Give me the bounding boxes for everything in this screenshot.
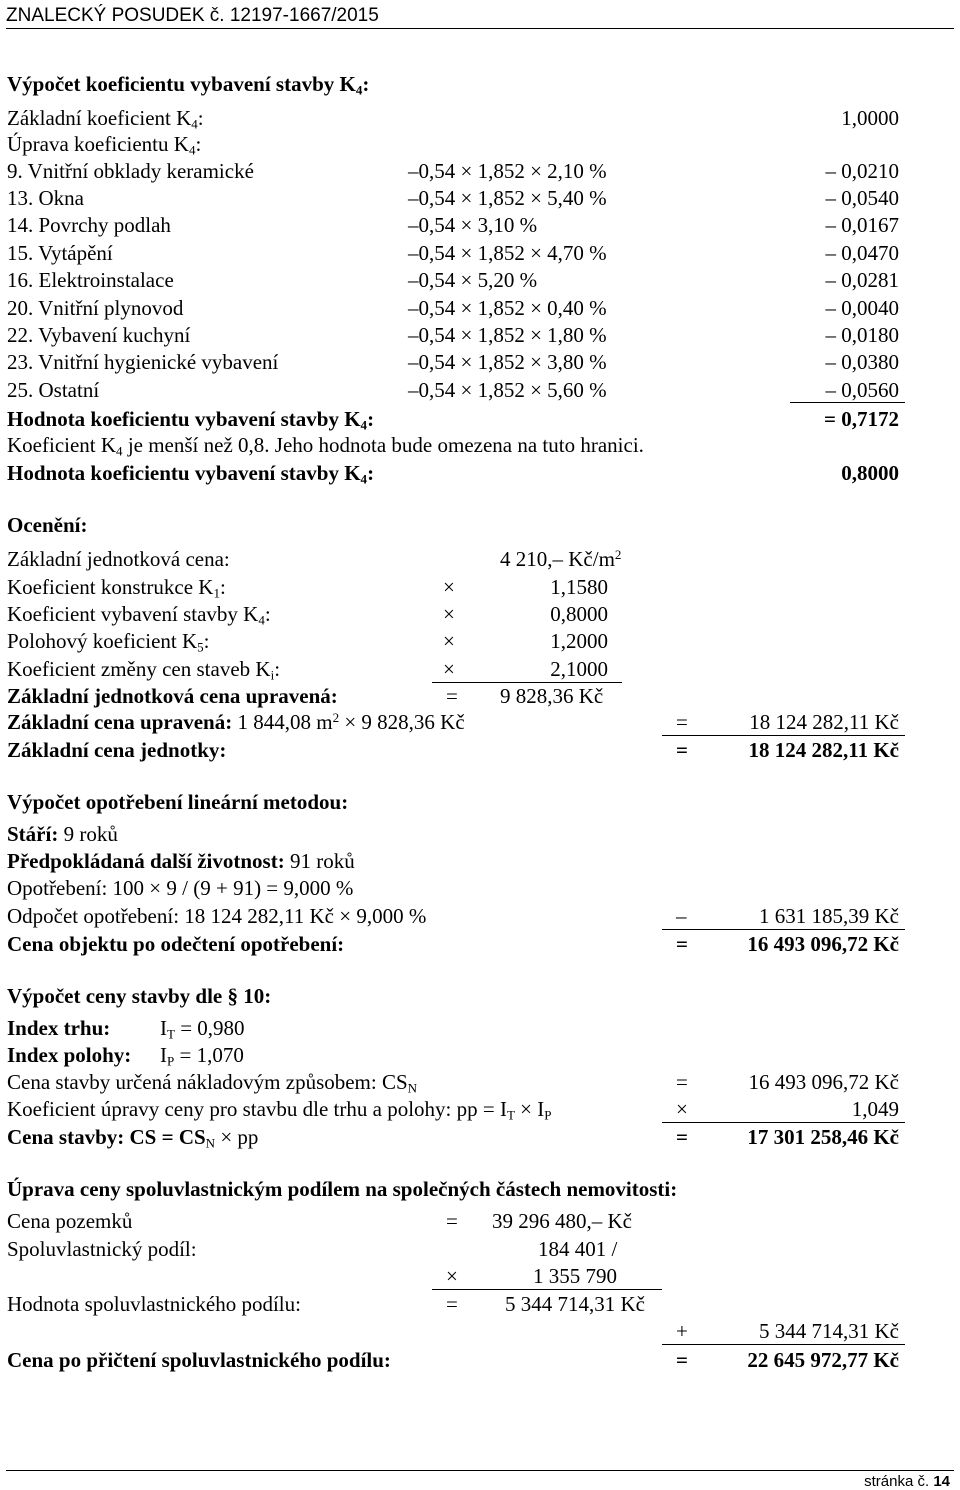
coef-k5-op: × [443,629,455,653]
index-pol-value: $I_P = 1,070$ [160,1043,244,1069]
coef-k4-op: × [443,602,455,626]
page-number: stránka č. 14 [864,1473,950,1490]
coef-k4-label: Koeficient vybavení stavby $K_4$: [7,602,271,628]
valuation-title: Ocenění: [7,513,88,537]
pp-op: × [676,1097,688,1121]
coef-ki-label: Koeficient změny cen staveb $K_i$: [7,657,281,683]
index-trh-row: Index trhu: [7,1016,111,1040]
total-op: = [676,1348,688,1372]
cost-op: = [676,1070,688,1094]
page-header [6,4,954,29]
list-item: 22. Vybavení kuchyní –0,54 × 1,852 × 1,80 % – 0,0180 [7,323,899,347]
adjusted-unit-label: Základní jednotková cena upravená: [7,684,338,708]
price-value: 17 301 258,46 Kč [747,1125,899,1149]
k4-adjust-label: Úprava koeficientu $K_4$: [7,132,202,158]
share-value-label: Hodnota spoluvlastnického podílu: [7,1292,301,1316]
k4-basic-label: Základní koeficient $K_4$: [7,106,204,132]
pp-value: 1,049 [851,1097,899,1121]
net-label: Cena objektu po odečtení opotřebení: [7,932,345,956]
share-underline [432,1289,662,1290]
deduct-underline [662,929,905,930]
adjusted-base-underline [662,735,905,736]
list-item: 9. Vnitřní obklady keramické –0,54 × 1,852 × 2,10 % – 0,0210 [7,159,899,183]
k4-note: Koeficient $K_4$ je menší než 0,8. Jeho hodnota bude omezena na tuto hranici. [7,433,644,459]
coef-k5-value: 1,2000 [550,629,608,653]
plus-underline [662,1344,905,1345]
adjusted-base-value: 18 124 282,11 Kč [749,710,899,734]
market-title: Výpočet ceny stavby dle § 10: [7,984,272,1008]
list-item: 20. Vnitřní plynovod –0,54 × 1,852 × 0,40 % – 0,0040 [7,296,899,320]
total-label: Cena po přičtení spoluvlastnického podílu: [7,1348,391,1372]
wear-row: Opotřebení: 100 × 9 / (9 + 91) = 9,000 % [7,876,354,900]
pp-label: Koeficient úpravy ceny pro stavbu dle trhu a polohy: pp = $I_T \times I_P$ [7,1097,552,1123]
list-item: 16. Elektroinstalace –0,54 × 5,20 % – 0,0281 [7,268,899,292]
list-item: 14. Povrchy podlah –0,54 × 3,10 % – 0,0167 [7,213,899,237]
page-footer [6,1470,954,1490]
k4-section-title: Výpočet koeficientu vybavení stavby $K_4$: [7,72,370,98]
list-item: 15. Vytápění –0,54 × 1,852 × 4,70 % – 0,0470 [7,241,899,265]
land-label: Cena pozemků [7,1209,133,1233]
net-op: = [676,932,688,956]
adjusted-unit-value: 9 828,36 Kč [500,684,604,708]
unit-base-label: Základní cena jednotky: [7,738,227,762]
base-price-label: Základní jednotková cena: [7,547,230,571]
share-label: Spoluvlastnický podíl: [7,1237,197,1261]
cost-label: Cena stavby určená nákladovým způsobem: $CS_N$ [7,1070,418,1096]
share-denominator: 1 355 790 [533,1264,617,1288]
total-value: 22 645 972,77 Kč [747,1348,899,1372]
document-title: ZNALECKÝ POSUDEK č. 12197-1667/2015 [6,5,379,26]
index-pol-row: Index polohy: [7,1043,132,1067]
coef-k1-label: Koeficient konstrukce $K_1$: [7,575,226,601]
age-row: Stáří: 9 roků [7,822,118,846]
coef-ki-value: 2,1000 [550,657,608,681]
k4-basic-value: 1,0000 [841,106,899,130]
land-op: = [446,1209,458,1233]
list-item: 25. Ostatní –0,54 × 1,852 × 5,60 % – 0,0560 [7,378,899,402]
index-trh-value: $I_T = 0,980$ [160,1016,245,1042]
life-row: Předpokládaná další životnost: 91 roků [7,849,355,873]
coef-k4-value: 0,8000 [550,602,608,626]
adjusted-base-label-row: Základní cena upravená: 1 844,08 $m^2 \times 9$ 828,36 Kč [7,709,465,734]
deduct-label: Odpočet opotřebení: 18 124 282,11 Kč × 9,000 % [7,904,427,928]
coef-k1-value: 1,1580 [550,575,608,599]
coef-underline [432,682,622,683]
deduct-value: 1 631 185,39 Kč [759,904,899,928]
k4-result-value: = 0,7172 [824,407,899,431]
share-numerator: 184 401 / [538,1237,618,1261]
coef-k5-label: Polohový koeficient $K_5$: [7,629,210,655]
adjusted-unit-op: = [446,684,458,708]
k4-final-value: 0,8000 [841,461,899,485]
unit-base-op: = [676,738,688,762]
share-value: 5 344 714,31 Kč [505,1292,645,1316]
k4-sum-underline [790,402,905,403]
plus-value: 5 344 714,31 Kč [759,1319,899,1343]
pp-underline [662,1122,905,1123]
k4-result-label: Hodnota koeficientu vybavení stavby $K_4$: [7,407,375,433]
cost-value: 16 493 096,72 Kč [748,1070,899,1094]
list-item: 23. Vnitřní hygienické vybavení –0,54 × 1,852 × 3,80 % – 0,0380 [7,350,899,374]
depreciation-title: Výpočet opotřebení lineární metodou: [7,790,349,814]
coowner-title: Úprava ceny spoluvlastnickým podílem na společných částech nemovitosti: [7,1177,678,1201]
plus-op: + [676,1319,688,1343]
share-value-op: = [446,1292,458,1316]
coef-k1-op: × [443,575,455,599]
coef-ki-op: × [443,657,455,681]
unit-base-value: 18 124 282,11 Kč [748,738,899,762]
deduct-op: – [676,904,687,928]
land-value: 39 296 480,– Kč [492,1209,632,1233]
list-item: 13. Okna –0,54 × 1,852 × 5,40 % – 0,0540 [7,186,899,210]
net-value: 16 493 096,72 Kč [747,932,899,956]
adjusted-base-op: = [676,710,688,734]
share-op: × [446,1264,458,1288]
k4-final-label: Hodnota koeficientu vybavení stavby $K_4$: [7,461,375,487]
price-label: Cena stavby: CS = $CS_N$ × pp [7,1125,259,1151]
price-op: = [676,1125,688,1149]
base-price-value: 4 210,– $Kč/m^2$ [500,546,622,571]
